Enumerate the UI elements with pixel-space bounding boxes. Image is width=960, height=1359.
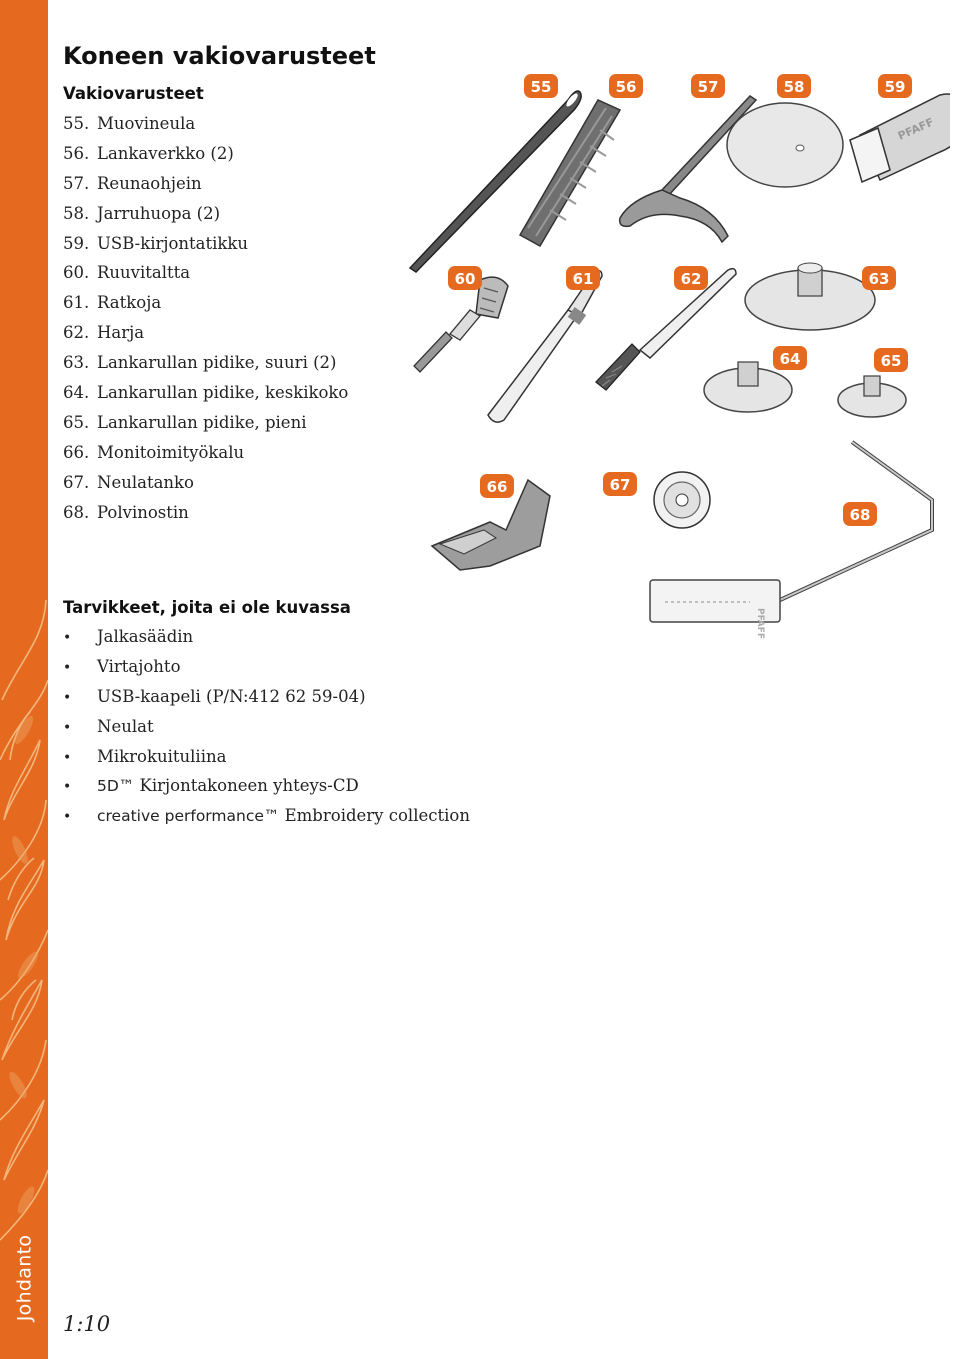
standard-accessories-list: [63, 109, 348, 527]
chapter-label: [4, 1230, 44, 1325]
spool-cap-large-icon: [745, 263, 875, 330]
badge-68: [843, 502, 877, 526]
list-item: 60. Ruuvitaltta: [63, 263, 191, 283]
brush-icon: [596, 269, 736, 390]
list-item: 67. Neulatanko: [63, 472, 194, 492]
badge-62: [674, 266, 708, 290]
svg-text:66: 66: [486, 478, 508, 496]
list-item: • Jalkasäädin: [63, 627, 194, 646]
badge-65: [874, 348, 908, 372]
list-item: 57. Reunaohjein: [63, 173, 202, 193]
badge-63: [862, 266, 896, 290]
svg-text:62: 62: [680, 270, 702, 288]
knee-lift-icon: [650, 442, 932, 639]
svg-text:59: 59: [884, 78, 906, 96]
list-item: 62. Harja: [63, 323, 145, 343]
badge-66: [480, 474, 514, 498]
page-number: 1:10: [63, 1312, 111, 1336]
leaf-pattern-decoration: [0, 0, 48, 1359]
list-item: • USB-kaapeli (P/N:412 62 59-04): [63, 686, 366, 706]
chapter-label-text: Johdanto: [13, 1234, 35, 1321]
not-pictured-heading: Tarvikkeet, joita ei ole kuvassa: [63, 598, 351, 617]
list-item: 61. Ratkoja: [63, 293, 162, 313]
svg-text:60: 60: [454, 270, 476, 288]
badge-61: [566, 266, 600, 290]
page-title: Koneen vakiovarusteet: [63, 42, 376, 70]
badge-67: [603, 472, 637, 496]
badge-60: [448, 266, 482, 290]
bobbin-icon: [654, 472, 710, 528]
badge-58: [777, 74, 811, 98]
badge-57: [691, 74, 725, 98]
knee-lift-brand-text: PFAFF: [755, 608, 765, 639]
badge-56: [609, 74, 643, 98]
list-item: 68. Polvinostin: [63, 502, 189, 522]
list-item: 59. USB-kirjontatikku: [63, 233, 249, 253]
list-item: • Mikrokuituliina: [63, 746, 227, 766]
svg-text:58: 58: [783, 78, 805, 96]
svg-text:55: 55: [530, 78, 552, 96]
list-item: • creative performance™ Embroidery collection: [63, 806, 470, 826]
usb-stick-icon: [850, 94, 950, 182]
list-item: • Virtajohto: [63, 656, 181, 676]
badge-55: [524, 74, 558, 98]
accessories-illustration: [380, 60, 950, 645]
spool-felt-icon: [727, 103, 843, 187]
edge-guide-icon: [620, 96, 756, 242]
svg-text:64: 64: [779, 350, 801, 368]
svg-text:67: 67: [609, 476, 631, 494]
list-item: 63. Lankarullan pidike, suuri (2): [63, 353, 337, 373]
chapter-sidebar: [0, 0, 48, 1359]
list-item: 58. Jarruhuopa (2): [63, 203, 221, 223]
standard-accessories-heading: Vakiovarusteet: [63, 84, 204, 103]
svg-text:57: 57: [697, 78, 719, 96]
list-item: • Neulat: [63, 716, 154, 736]
thread-net-icon: [520, 100, 620, 246]
svg-text:56: 56: [615, 78, 637, 96]
usb-brand-text: PFAFF: [895, 115, 936, 143]
svg-text:68: 68: [849, 506, 871, 524]
svg-text:63: 63: [868, 270, 890, 288]
badge-64: [773, 346, 807, 370]
list-item: • 5D™ Kirjontakoneen yhteys-CD: [63, 776, 359, 796]
svg-text:65: 65: [880, 352, 902, 370]
list-item: 64. Lankarullan pidike, keskikoko: [63, 383, 349, 403]
list-item: 56. Lankaverkko (2): [63, 143, 234, 163]
badge-59: [878, 74, 912, 98]
list-item: 65. Lankarullan pidike, pieni: [63, 412, 307, 432]
screwdriver-icon: [414, 277, 508, 372]
list-item: 55. Muovineula: [63, 114, 196, 133]
spool-cap-small-icon: [838, 376, 906, 417]
svg-text:61: 61: [572, 270, 594, 288]
not-pictured-list: [63, 622, 470, 831]
list-item: 66. Monitoimityökalu: [63, 442, 245, 462]
